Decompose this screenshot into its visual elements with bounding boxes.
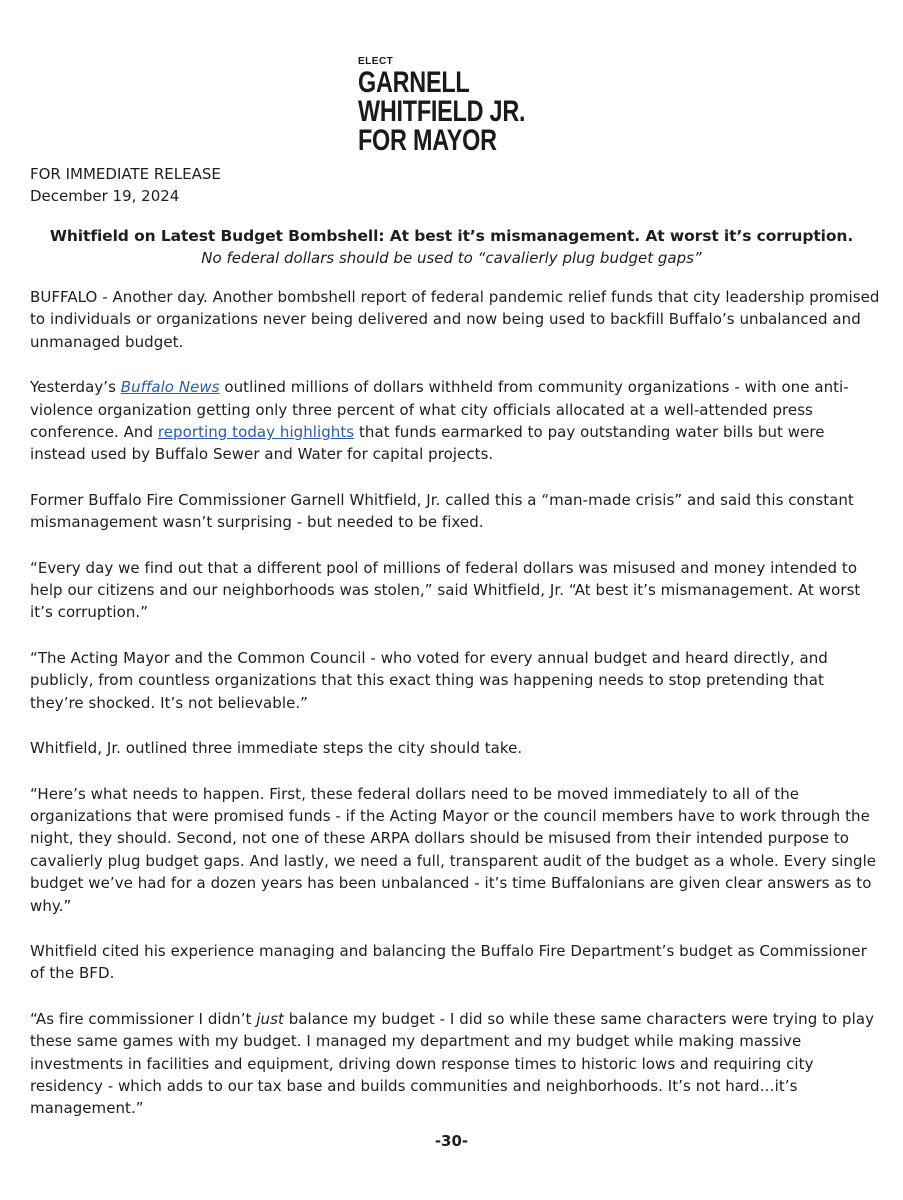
paragraph-quote-misused: “Every day we find out that a different pool of millions of federal dollars was misused and money intended to help our citizens and our neighborhoods was stolen,” said Whitfield, Jr. “At best it’s mismanagement. At worst it’s corruption.” xyxy=(30,558,861,622)
end-mark: -30- xyxy=(434,1132,469,1150)
paragraph-text: outlined millions of dollars withheld from community organizations - with one anti-violence organization getting only three percent of what city officials allocated at a well-attended press conference. And xyxy=(30,378,849,442)
paragraph-text: balance my budget - I did so while these same characters were trying to play these same games with my budget. I managed my department and my budget while making massive investments in facilities and equipment, driving down response times to historic lows and requiring city residency - which adds to our tax base and builds communities and neighborhoods. It’s not hard…it’s management.” xyxy=(30,1009,875,1118)
paragraph-quote-council: “The Acting Mayor and the Common Council - who voted for every annual budget and heard directly, and publicly, from countless organizations that this exact thing was happening needs to stop pretending that they’re shocked. It’s not believable.” xyxy=(30,648,828,712)
logo-elect-text: ELECT xyxy=(358,56,394,67)
reporting-today-link[interactable]: reporting today highlights xyxy=(157,423,355,442)
paragraph-text: that funds earmarked to pay outstanding water bills but were instead used by Buffalo Sewer and Water for capital projects. xyxy=(30,423,825,464)
campaign-logo xyxy=(358,56,558,155)
headline: Whitfield on Latest Budget Bombshell: At best it’s mismanagement. At worst it’s corruption. xyxy=(49,227,854,245)
release-date: December 19, 2024 xyxy=(30,187,180,205)
paragraph-man-made-crisis: Former Buffalo Fire Commissioner Garnell Whitfield, Jr. called this a “man-made crisis” and said this constant mismanagement wasn’t surprising - but needed to be fixed. xyxy=(30,490,854,532)
logo-for-mayor: FOR MAYOR xyxy=(358,124,497,157)
press-release-body xyxy=(30,286,880,1143)
paragraph-three-steps: Whitfield, Jr. outlined three immediate steps the city should take. xyxy=(30,739,523,758)
paragraph-text: “As fire commissioner I didn’t xyxy=(30,1009,257,1028)
emphasis-text: just xyxy=(256,1009,284,1028)
paragraph-quote-management xyxy=(30,1008,880,1120)
paragraph-news-reports xyxy=(30,376,880,466)
logo-name-first: GARNELL xyxy=(358,66,470,99)
paragraph-text: Yesterday’s xyxy=(30,378,121,397)
paragraph-experience: Whitfield cited his experience managing and balancing the Buffalo Fire Department’s budget as Commissioner of the BFD. xyxy=(30,941,867,983)
subheadline: No federal dollars should be used to “cavalierly plug budget gaps” xyxy=(201,249,702,267)
logo-name-last: WHITFIELD JR. xyxy=(358,95,526,128)
release-header xyxy=(30,163,221,207)
release-label: FOR IMMEDIATE RELEASE xyxy=(30,165,221,183)
paragraph-quote-steps: “Here’s what needs to happen. First, these federal dollars need to be moved immediately to all of the organizations that were promised funds - if the Acting Mayor or the council members have to work through the night, they should. Second, not one of these ARPA dollars should be misused from their intended purpose to cavalierly plug budget gaps. And lastly, we need a full, transparent audit of the budget as a whole. Every single budget we’ve had for a dozen years has been unbalanced - it’s time Buffalonians are given clear answers as to why.” xyxy=(30,784,877,915)
paragraph-intro: BUFFALO - Another day. Another bombshell report of federal pandemic relief funds that city leadership promised to individuals or organizations never being delivered and now being used to backfill Buffalo’s unbalanced and unmanaged budget. xyxy=(30,288,880,351)
buffalo-news-link[interactable]: Buffalo News xyxy=(120,378,220,397)
